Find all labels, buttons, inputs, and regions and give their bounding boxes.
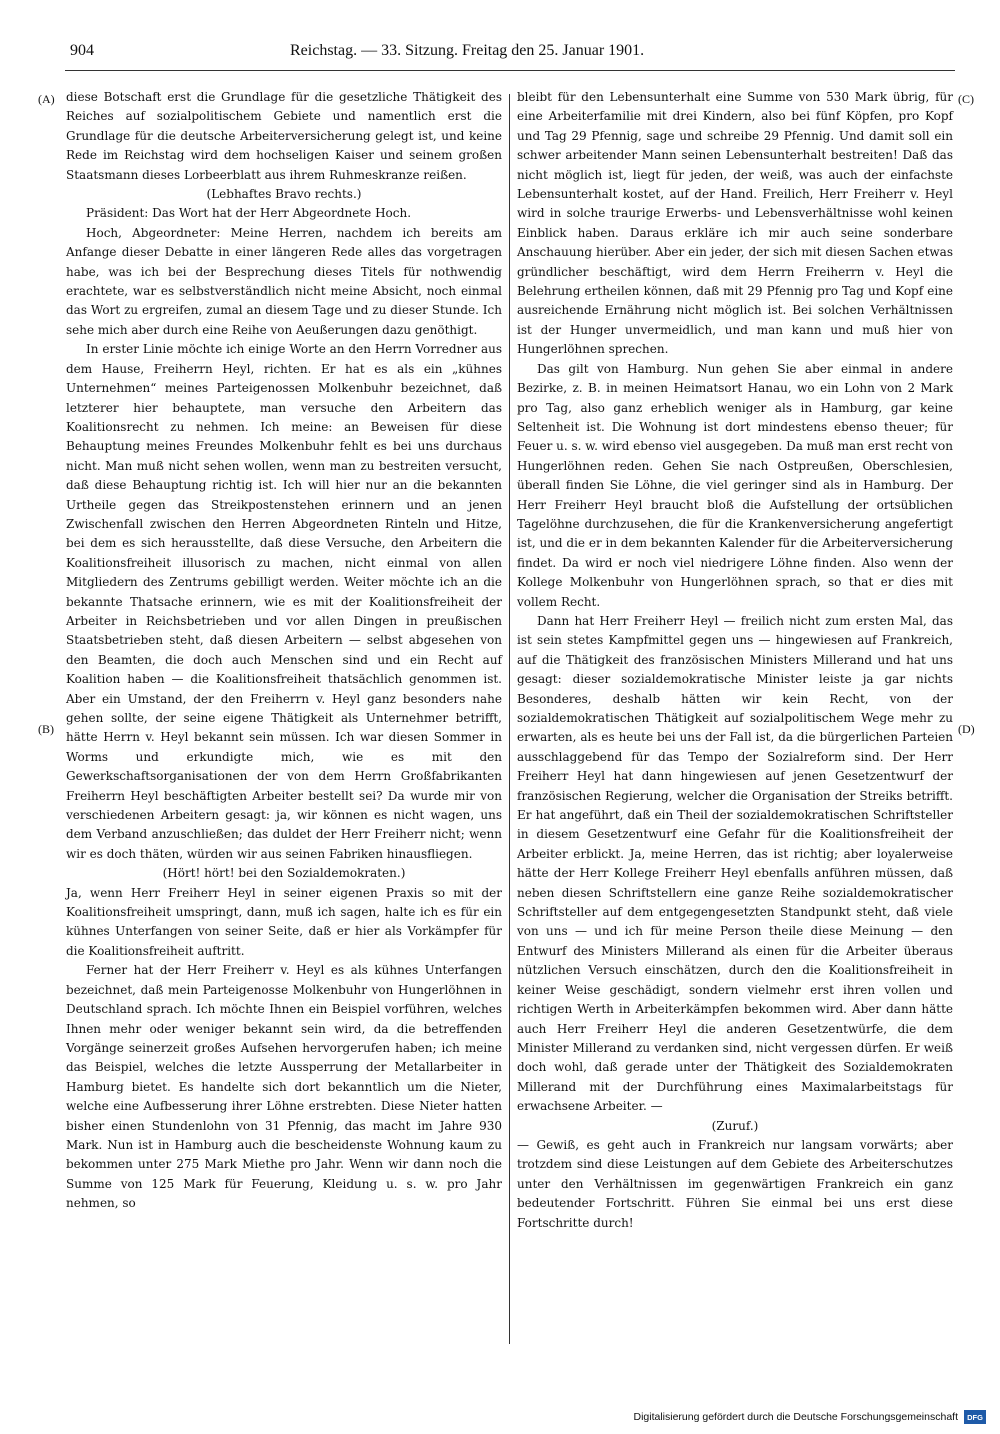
left-column — [66, 88, 502, 1214]
paragraph: bleibt für den Lebensunterhalt eine Summe von 530 Mark übrig, für eine Arbeiterfamilie mit drei Kindern, also bei fünf Köpfen, pro Kopf und Tag 29 Pfennig, sage und schreibe 29 Pfennig. Und damit soll ein schwer arbeitender Mann seinen Lebensunterhalt bestreiten! Daß das nicht möglich ist, liegt für jeden, der weiß, was auch der einfachste Lebensunterhalt kostet, auf der Hand. Freilich, Herr Freiherr v. Heyl wird in solche traurige Erwerbs- und Lebensverhältnisse wohl keinen Einblick haben. Daraus erkläre ich mir auch seine sonderbare Anschauung hierüber. Aber ein jeder, der sich mit diesen Sachen etwas gründlicher beschäftigt, wird dem Herrn Freiherrn v. Heyl die Belehrung ertheilen können, daß mit 29 Pfennig pro Tag und Kopf eine ausreichende Ernährung nicht möglich ist. Bei solchen Verhältnissen ist der Hunger unvermeidlich, und man kann und muß hier von Hungerlöhnen sprechen. — [517, 90, 953, 357]
interjection: (Zuruf.) — [711, 1118, 759, 1133]
interjection: (Hört! hört! bei den Sozialdemokraten.) — [162, 866, 406, 881]
paragraph: — Gewiß, es geht auch in Frankreich nur langsam vorwärts; aber trotzdem sind diese Leistungen auf dem Gebiete des Arbeiterschutzes unter den Verhältnissen im gegenwärtigen Frankreich ein ganz bedeutender Fortschritt. Führen Sie einmal bei uns erst diese Fortschritte durch! — [517, 1137, 953, 1230]
paragraph: In erster Linie möchte ich einige Worte an den Herrn Vorredner aus dem Hause, Freiherrn Heyl, richten. Er hat es als ein „kühnes Unternehmen“ meines Parteigenossen Molkenbuhr bezeichnet, daß letzterer hier behauptete, man versuche den Arbeitern das Koalitionsrecht zu nehmen. Ich meine: an Beweisen für diese Behauptung meines Freundes Molkenbuhr fehlt es bei uns durchaus nicht. Man muß nicht sehen wollen, wenn man zu bestreiten versucht, daß diese Behauptung richtig ist. Ich will hier nur an die bekannten Urtheile gegen das Streikpostenstehen erinnern und an jenen Zwischenfall zwischen den Herren Abgeordneten Rinteln und Hitze, bei dem es sich herausstellte, daß diese Versuche, den Arbeitern die Koalitionsfreiheit illusorisch zu machen, nicht einmal von allen Mitgliedern des Zentrums gebilligt werden. Weiter möchte ich an die bekannte Thatsache erinnern, wie es mit der Koalitionsfreiheit der Arbeiter in Reichsbetrieben und vor allen Dingen in preußischen Staatsbetrieben steht, daß diesen Arbeitern — selbst abgesehen von den Beamten, die doch auch Menschen sind und ein Recht auf Koalition haben — die Koalitionsfreiheit thatsächlich genommen ist. Aber ein Umstand, der den Freiherrn v. Heyl ganz besonders nahe gehen sollte, der seine eigene Thätigkeit als Unternehmer betrifft, hätte Herrn v. Heyl bekannt sein müssen. Ich war diesen Sommer in Worms und erkundigte mich, wie es mit den Gewerkschaftsorganisationen der von dem Herrn Großfabrikanten Freiherrn Heyl beschäftigten Arbeiter bestellt sei? Da wurde mir von verschiedenen Arbeitern gesagt: ja, wir können es nicht wagen, uns dem Verband anzuschließen; das duldet der Herr Freiherr nicht; wenn wir es doch thäten, würden wir aus seinen Fabriken hinausfliegen. — [66, 342, 502, 861]
interjection: (Lebhaftes Bravo rechts.) — [206, 187, 362, 202]
margin-marker-b: (B) — [38, 722, 54, 736]
margin-marker-a: (A) — [38, 92, 55, 106]
margin-marker-c: (C) — [958, 92, 974, 106]
margin-marker-d: (D) — [958, 722, 975, 736]
credit-text: Digitalisierung gefördert durch die Deutsche Forschungsgemeinschaft — [633, 1411, 958, 1423]
paragraph: Das gilt von Hamburg. Nun gehen Sie aber einmal in andere Bezirke, z. B. in meinen Heimatsort Hanau, wo ein Lohn von 2 Mark pro Tag, also ganz erheblich weniger als in Hamburg, gar keine Seltenheit ist. Die Wohnung ist dort mindestens ebenso theuer; für Feuer u. s. w. wird ebenso viel ausgegeben. Da muß man erst recht von Hungerlöhnen reden. Gehen Sie nach Ostpreußen, Oberschlesien, überall finden Sie Löhne, die viel geringer sind als in Hamburg. Der Herr Freiherr Heyl braucht bloß die Aufstellung der ortsüblichen Tagelöhne durchzusehen, die für die Krankenversicherung angefertigt ist, und die er in dem bekannten Kalender für die Arbeiterversicherung findet. Da wird er noch viel niedrigere Löhne finden. Also wenn der Kollege Molkenbuhr von Hungerlöhnen sprach, so that er dies mit vollem Recht. — [517, 361, 953, 609]
running-head: Reichstag. — 33. Sitzung. Freitag den 25. Januar 1901. — [290, 42, 645, 59]
paragraph: Ferner hat der Herr Freiherr v. Heyl es als kühnes Unterfangen bezeichnet, daß mein Parteigenosse Molkenbuhr von Hungerlöhnen in Deutschland sprach. Ich möchte Ihnen ein Beispiel vorführen, welches Ihnen mehr oder weniger bekannt sein wird, da die betreffenden Vorgänge seinerzeit großes Aufsehen hervorgerufen haben; ich meine das Beispiel, welches die letzte Aussperrung der Metallarbeiter in Hamburg bietet. Es handelte sich dort bekanntlich um die Nieter, welche eine Aufbesserung ihrer Löhne erstrebten. Diese Nieter hatten bisher einen Stundenlohn von 31 Pfennig, das macht im Jahre 930 Mark. Nun ist in Hamburg auch die bescheidenste Wohnung kaum zu bekommen unter 275 Mark Miethe pro Jahr. Wenn wir dann noch die Summe von 125 Mark für Feuerung, Kleidung u. s. w. pro Jahr nehmen, so — [66, 963, 502, 1211]
speaker-paragraph: Hoch, Abgeordneter: Meine Herren, nachdem ich bereits am Anfange dieser Debatte in einer längeren Rede alles das vorgetragen habe, was ich bei der Besprechung dieses Titels für nothwendig erachtete, war es selbstverständlich nicht meine Absicht, noch einmal das Wort zu ergreifen, zumal an diesem Tage und zu dieser Stunde. Ich sehe mich aber durch eine Reihe von Aeußerungen dazu genöthigt. — [66, 225, 502, 337]
speaker-paragraph: Präsident: Das Wort hat der Herr Abgeordnete Hoch. — [86, 206, 412, 221]
digitization-credit — [606, 1408, 986, 1426]
paragraph: Ja, wenn Herr Freiherr Heyl in seiner eigenen Praxis so mit der Koalitionsfreiheit umspringt, dann, muß ich sagen, halte ich es für ein kühnes Unterfangen von seiner Seite, daß er hier als Vorkämpfer für die Koalitionsfreiheit auftritt. — [66, 885, 502, 958]
right-column — [517, 88, 953, 1233]
dfg-logo-icon: DFG — [964, 1410, 986, 1424]
page-number: 904 — [70, 42, 94, 59]
paragraph: diese Botschaft erst die Grundlage für die gesetzliche Thätigkeit des Reiches auf sozialpolitischem Gebiete und namentlich erst die Grundlage für die deutsche Arbeiterversicherung gelegt ist, und keine Rede im Reichstag wird dem hochseligen Kaiser und seinem großen Staatsmann dieses Lorbeerblatt aus ihrem Ruhmeskranze reißen. — [66, 90, 502, 182]
header-rule — [65, 70, 955, 71]
column-rule — [509, 94, 510, 1344]
paragraph: Dann hat Herr Freiherr Heyl — freilich nicht zum ersten Mal, das ist sein stetes Kampfmittel gegen uns — hingewiesen auf Frankreich, auf die Thätigkeit des französischen Ministers Millerand und hat uns gesagt: dieser sozialdemokratische Minister leiste ja gar nichts Besonderes, deshalb hätten wir kein Recht, von der sozialdemokratischen Thätigkeit auf sozialpolitischem Wege mehr zu erwarten, als es heute bei uns der Fall ist, da die bürgerlichen Parteien ausschlaggebend für das Tempo der Sozialreform sind. Der Herr Freiherr Heyl hat dann hingewiesen auf jenen Gesetzentwurf der französischen Regierung, welcher die Organisation der Streiks betrifft. Er hat angeführt, daß ein Theil der sozialdemokratischen Schriftsteller in diesem Gesetzentwurf eine Gefahr für die Koalitionsfreiheit der Arbeiter erblickt. Ja, meine Herren, das ist richtig; aber loyalerweise hätte der Herr Kollege Freiherr Heyl ebenfalls anführen müssen, daß neben diesen Schriftstellern eine ganze Reihe sozialdemokratischer Schriftsteller auf dem entgegengesetzten Standpunkt steht, daß viele von uns — und ich für meine Person theile diese Meinung — den Entwurf des Ministers Millerand als einen für die Arbeiter überaus nützlichen Versuch einschätzen, durch den die Koalitionsfreiheit in keiner Weise geschädigt, sondern vielmehr erst ihren vollen und richtigen Werth in Arbeiterkämpfen bekommen wird. Aber dann hätte auch Herr Freiherr Heyl die anderen Gesetzentwürfe, die dem Minister Millerand zu verdanken sind, nicht vergessen dürfen. Er weiß doch wohl, daß gerade unter der Thätigkeit des Sozialdemokraten Millerand mit der Durchführung eines Maximalarbeitstags für erwachsene Arbeiter. — — [517, 613, 953, 1114]
